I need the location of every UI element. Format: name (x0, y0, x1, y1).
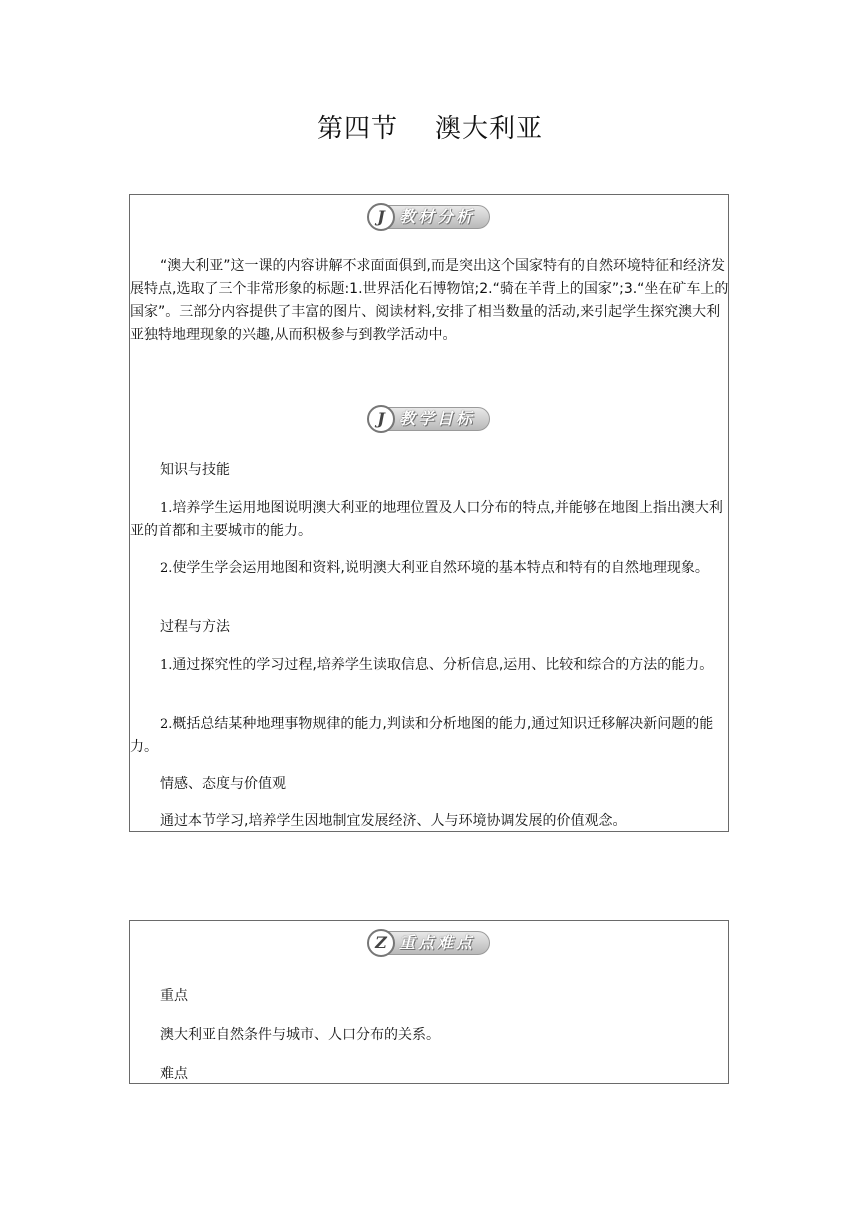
badge-label: 重点难点 (399, 933, 476, 952)
textbook-analysis-box (129, 194, 729, 832)
key-point-text: 澳大利亚自然条件与城市、人口分布的关系。 (160, 1027, 440, 1043)
badge-label: 教学目标 (399, 409, 476, 428)
item-text: 通过探究性的学习过程,培养学生读取信息、分析信息,运用、比较和综合的方法的能力。 (172, 657, 714, 673)
key-points-badge (368, 931, 490, 955)
section-heading: 知识与技能 (160, 462, 230, 478)
badge-letter-icon: J (367, 203, 395, 231)
item-text: 使学生学会运用地图和资料,说明澳大利亚自然环境的基本特点和特有的自然地理现象。 (172, 560, 709, 576)
item-text: 概括总结某种地理事物规律的能力,判读和分析地图的能力,通过知识迁移解决新问题的能力。 (130, 716, 714, 755)
page-title: 第四节 澳大利亚 (316, 114, 544, 144)
item-number: 1. (160, 658, 173, 673)
item-number: 1. (160, 501, 173, 516)
textbook-analysis-badge (368, 205, 490, 229)
goal-item (130, 713, 730, 759)
section-heading: 难点 (160, 1066, 188, 1082)
badge-letter-icon: J (367, 405, 395, 433)
section-heading: 过程与方法 (160, 619, 230, 635)
section-heading: 情感、态度与价值观 (160, 776, 286, 792)
badge-label: 教材分析 (399, 207, 476, 226)
goal-item (130, 654, 730, 677)
analysis-paragraph: “澳大利亚”这一课的内容讲解不求面面俱到,而是突出这个国家特有的自然环境特征和经济发展特点,选取了三个非常形象的标题:1.世界活化石博物馆;2.“骑在羊背上的国家”;3.“坐在矿车上的国家”。三部分内容提供了丰富的图片、阅读材料,安排了相当数量的活动,来引起学生探究澳大利亚独特地理现象的兴趣,从而积极参与到教学活动中。 (130, 258, 729, 343)
badge-letter-icon: Z (367, 929, 395, 957)
key-difficult-points-box (129, 920, 729, 1084)
item-text: 培养学生运用地图说明澳大利亚的地理位置及人口分布的特点,并能够在地图上指出澳大利亚的首都和主要城市的能力。 (130, 500, 723, 539)
section-heading: 重点 (160, 988, 188, 1004)
item-number: 2. (160, 717, 173, 732)
teaching-goals-badge (368, 407, 490, 431)
goal-item: 通过本节学习,培养学生因地制宜发展经济、人与环境协调发展的价值观念。 (160, 813, 627, 829)
item-number: 2. (160, 561, 173, 576)
goal-item (130, 497, 730, 543)
goal-item (130, 557, 730, 580)
